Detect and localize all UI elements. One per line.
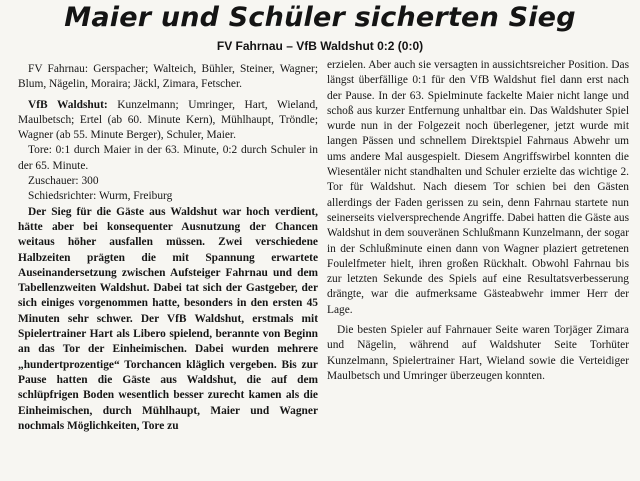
report-paragraph-left: Der Sieg für die Gäste aus Waldshut war hoch verdient, hätte aber bei konsequenter Ausnutzung der Chancen weitaus höher ausfallen müssen. Zwei verschiedene Halbzeiten prägten die mit Spannung erwartete Auseinandersetzung zwischen Aufsteiger Fahrnau und dem Tabellenzweiten Waldshut. Dabei tat sich der Gastgeber, der sich einiges vorgenommen hatte, besonders in den ersten 45 Minuten sehr schwer. Der VfB Waldshut, erstmals mit Spielertrainer Hart als Libero spielend, berannte von Beginn an das Tor der Einheimischen. Dabei wurden mehrere „hundertprozentige“ Torchancen kläglich vergeben. Bis zur Pause hatten die Gäste aus Waldshut, die auf dem schlüpfrigen Boden wesentlich besser zurecht kamen als die Einheimischen, durch Mühlhaupt, Maier und Wagner nochmals Möglichkeiten, Tore zu bbox=[18, 205, 318, 432]
left-column bbox=[18, 62, 318, 434]
team-name-fahrnau: FV Fahrnau: bbox=[28, 63, 89, 75]
lineup-fahrnau bbox=[18, 62, 318, 93]
right-column bbox=[327, 58, 629, 384]
headline: Maier und Schüler sicherten Sieg bbox=[64, 2, 576, 33]
report-paragraph-right: erzielen. Aber auch sie versagten in aussichtsreicher Position. Das längst überfällige 0:1 für den VfB Waldshut fiel dann erst nach der Pause. In der 63. Spielminute fackelte Maier nicht lange und schoß aus kurzer Entfernung unhaltbar ein. Das Waldshuter Spiel wurde nun in der Folgezeit noch überlegener, jetzt wurde mit langen Pässen und schnellem Direktspiel Fahrnaus Abwehr um ums andere Mal ausgespielt. Diesem Angriffswirbel konnten die Wiesentäler nicht standhalten und Schuler erzielte das wichtige 2. Tor für Waldshut. Nach diesem Tor schien bei den Gästen allerdings der Faden gerissen zu sein, denn Fahrnau startete nun seinerseits vielversprechende Angriffe. Dabei hatten die Gäste aus Waldshut in dem souveränen Schlußmann Kunzelmann, der sogar in der Schlußminute einen dann von Wagner plaziert getretenen Foulelfmeter hielt, ihren großen Rückhalt. Obwohl Fahrnau bis zur letzten Sekunde des Spiels auf eine Resultatsverbesserung drängte, war die aufmerksame Gästeabwehr immer Herr der Lage. bbox=[327, 59, 629, 316]
referee-line: Schiedsrichter: Wurm, Freiburg bbox=[28, 190, 173, 203]
team-name-waldshut: VfB Waldshut: bbox=[28, 98, 108, 111]
spectators-line: Zuschauer: 300 bbox=[28, 175, 99, 188]
players-waldshut: Kunzelmann; Umringer, Hart, Wieland, Maulbetsch; Ertel (ab 60. Minute Kern), Mühlhaupt, Tröndle; Wagner (ab 55. Minute Berger), Schuler, Maier. bbox=[18, 98, 318, 142]
goals-line: Tore: 0:1 durch Maier in der 63. Minute, 0:2 durch Schuler in der 65. Minute. bbox=[18, 144, 318, 172]
lineup-waldshut bbox=[18, 98, 318, 144]
match-result-subhead: FV Fahrnau – VfB Waldshut 0:2 (0:0) bbox=[216, 39, 424, 53]
best-players-paragraph: Die besten Spieler auf Fahrnauer Seite waren Torjäger Zimara und Nägelin, während auf Waldshuter Seite Torhüter Kunzelmann, Spielertrainer Hart, Wieland sowie die Verteidiger Maulbetsch und Umringer überzeugen konnten. bbox=[327, 324, 629, 382]
players-fahrnau: Gerspacher; Walteich, Bühler, Steiner, Wagner; Blum, Nägelin, Moraira; Jäckl, Zimara, Fetscher. bbox=[18, 63, 318, 91]
